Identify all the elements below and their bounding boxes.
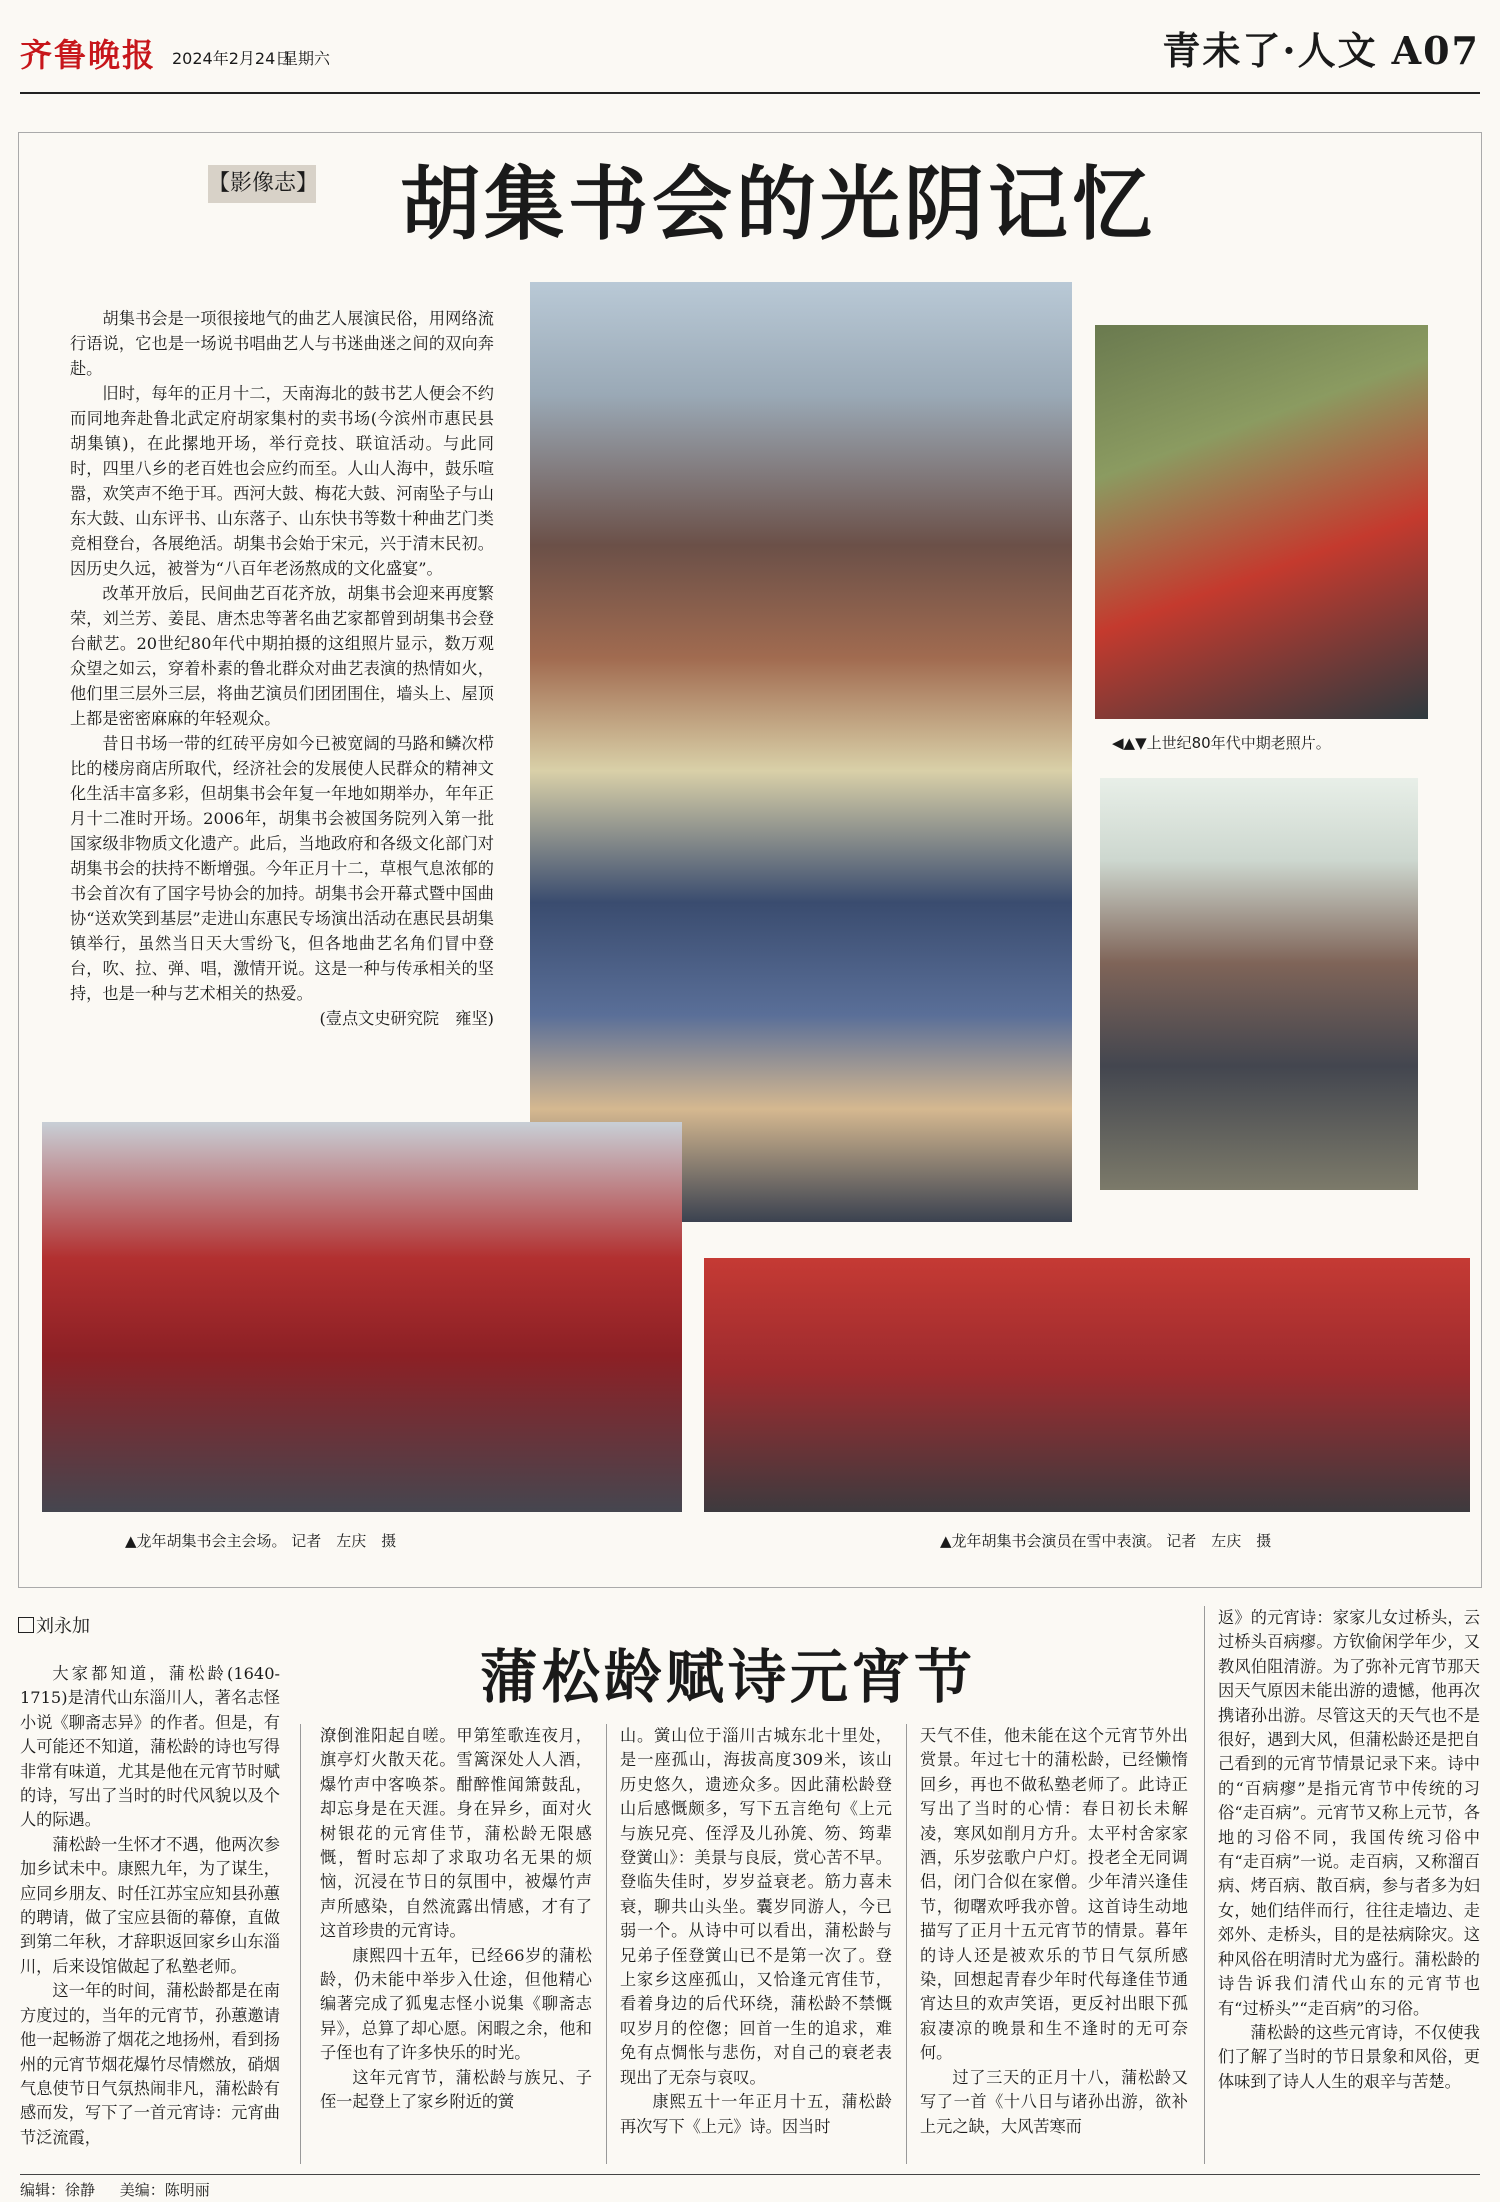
feature-paragraph: 胡集书会是一项很接地气的曲艺人展演民俗，用网络流行语说，它也是一场说书唱曲艺人与书迷曲迷之间的双向奔赴。: [70, 309, 494, 378]
newspaper-logo: 齐鲁晚报: [20, 36, 157, 74]
article-paragraph: 蒲松龄的这些元宵诗，不仅使我们了解了当时的节日景象和风俗，更体味到了诗人人生的艰辛与苦楚。: [1218, 2022, 1480, 2091]
photo-main-stage-aerial: [42, 1122, 682, 1512]
article-paragraph: 过了三天的正月十八，蒲松龄又写了一首《十八日与诸孙出游，欲补上元之缺，大风苦寒而: [920, 2067, 1188, 2136]
caption-main-stage: ▲龙年胡集书会主会场。 记者 左庆 摄: [125, 1532, 397, 1550]
article-paragraph: 康熙五十一年正月十五，蒲松龄再次写下《上元》诗。因当时: [620, 2092, 892, 2136]
article-column-4: [920, 1606, 1188, 2139]
column-divider: [300, 1724, 301, 2164]
article-paragraph: 蒲松龄一生怀才不遇，他两次参加乡试未中。康熙九年，为了谋生，应同乡朋友、时任江苏宝应知县孙蕙的聘请，做了宝应县衙的幕僚，直做到第二年秋，才辞职返回家乡山东淄川，后来设馆做起了私塾老师。: [20, 1834, 280, 1976]
feature-paragraph: 昔日书场一带的红砖平房如今已被宽阔的马路和鳞次栉比的楼房商店所取代，经济社会的发展使人民群众的精神文化生活丰富多彩，但胡集书会年复一年地如期举办，年年正月十二准时开场。2006年，胡集书会被国务院列入第一批国家级非物质文化遗产。此后，当地政府和各级文化部门对胡集书会的扶持不断增强。今年正月十二，草根气息浓郁的书会首次有了国字号协会的加持。胡集书会开幕式暨中国曲协“送欢笑到基层”走进山东惠民专场演出活动在惠民县胡集镇举行，虽然当日天大雪纷飞，但各地曲艺名角们冒中登台，吹、拉、弹、唱，激情开说。这是一种与传承相关的坚持，也是一种与艺术相关的热爱。: [70, 734, 494, 1003]
article-paragraph: 山。黉山位于淄川古城东北十里处，是一座孤山，海拔高度309米，该山历史悠久，遗迹众多。因此蒲松龄登山后感慨颇多，写下五言绝句《上元与族兄亮、侄浮及儿孙箎、笏、筠辈登黉山》：美景与良辰，赏心苦不早。登临失佳时，岁岁益衰老。筋力喜未衰，聊共山头坐。囊岁同游人，今已弱一个。从诗中可以看出，蒲松龄与兄弟子侄登黉山已不是第一次了。登上家乡这座孤山，又恰逢元宵佳节，看着身边的后代环绕，蒲松龄不禁慨叹岁月的倥偬；回首一生的追求，难免有点惆怅与悲伤，对自己的衰老表现出了无奈与哀叹。: [620, 1726, 892, 2087]
article-paragraph: 这年元宵节，蒲松龄与族兄、子侄一起登上了家乡附近的黉: [320, 2067, 592, 2112]
issue-date: 2024年2月24日: [172, 49, 292, 68]
photo-snow-performance: [704, 1258, 1470, 1512]
feature-paragraph: 改革开放后，民间曲艺百花齐放，胡集书会迎来再度繁荣，刘兰芳、姜昆、唐杰忠等著名曲艺家都曾到胡集书会登台献艺。20世纪80年代中期拍摄的这组照片显示，数万观众望之如云，穿着朴素的鲁北群众对曲艺表演的热情如火，他们里三层外三层，将曲艺演员们团团围住，墙头上、屋顶上都是密密麻麻的年轻观众。: [70, 584, 494, 728]
article-column-3: [620, 1724, 892, 2139]
feature-paragraph: 旧时，每年的正月十二，天南海北的鼓书艺人便会不约而同地奔赴鲁北武定府胡家集村的卖书场(今滨州市惠民县胡集镇)，在此摞地开场，举行竞技、联谊活动。与此同时，四里八乡的老百姓也会应约而至。人山人海中，鼓乐喧嚣，欢笑声不绝于耳。西河大鼓、梅花大鼓、河南坠子与山东大鼓、山东评书、山东落子、山东快书等数十种曲艺门类竞相登台，各展绝活。胡集书会始于宋元，兴于清末民初。因历史久远，被誉为“八百年老汤熬成的文化盛宴”。: [70, 384, 494, 578]
column-divider: [906, 1724, 907, 2164]
photo-female-performer-red-hat: [1095, 325, 1428, 719]
caption-snow-performance: ▲龙年胡集书会演员在雪中表演。 记者 左庆 摄: [940, 1532, 1272, 1550]
article-paragraph: 天气不佳，他未能在这个元宵节外出赏景。年过七十的蒲松龄，已经懒惰回乡，再也不做私塾老师了。此诗正写出了当时的心情：春日初长未解凌，寒风如削月方升。太平村舍家家酒，乐岁弦歌户户灯。投老全无同调侣，闭门合似在家僧。少年清兴逢佳节，彻曙欢呼我亦曾。这首诗生动地描写了正月十五元宵节的情景。暮年的诗人还是被欢乐的节日气氛所感染，回想起青春少年时代每逢佳节通宵达旦的欢声笑语，更反衬出眼下孤寂凄凉的晚景和生不逢时的无可奈何。: [920, 1726, 1188, 2063]
article-headline: 蒲松龄赋诗元宵节: [480, 1643, 977, 1711]
column-divider: [1204, 1606, 1205, 2164]
page-footer: [20, 2174, 1480, 2200]
author-name: 刘永加: [36, 1616, 90, 1637]
feature-headline: 胡集书会的光阴记忆: [400, 157, 1156, 251]
page-number: A07: [1391, 28, 1480, 73]
article-paragraph: 这一年的时间，蒲松龄都是在南方度过的，当年的元宵节，孙蕙邀请他一起畅游了烟花之地扬州，看到扬州的元宵节烟花爆竹尽情燃放，硝烟气息使节日气氛热闹非凡，蒲松龄有感而发，写下了一首元宵诗：元宵曲节泛流霞，: [20, 1981, 280, 2147]
column-divider: [606, 1724, 607, 2164]
article-column-5: [1218, 1606, 1480, 2094]
section-name: 青未了·人文: [1162, 28, 1378, 73]
feature-body: [70, 306, 494, 1031]
column-tag: 【影像志】: [208, 165, 316, 203]
article-paragraph: 返》的元宵诗：家家儿女过桥头，云过桥头百病瘳。方钦偷闲学年少，又教风伯阻清游。为了弥补元宵节那天因天气原因未能出游的遗憾，他再次携诸孙出游。尽管这天的天气也不是很好，遇到大风，但蒲松龄还是把自己看到的元宵节情景记录下来。诗中的“百病瘳”是指元宵节中传统的习俗“走百病”。元宵节又称上元节，各地的习俗不同，我国传统习俗中有“走百病”一说。走百病，又称溜百病、烤百病、散百病，参与者多为妇女，她们结伴而行，往往走墙边、走郊外、走桥头，目的是祛病除灾。这种风俗在明清时尤为盛行。蒲松龄的诗告诉我们清代山东的元宵节也有“过桥头”“走百病”的习俗。: [1218, 1608, 1480, 2018]
article-paragraph: 康熙四十五年，已经66岁的蒲松龄，仍未能中举步入仕途，但他精心编著完成了狐鬼志怪小说集《聊斋志异》，总算了却心愿。闲暇之余，他和子侄也有了许多快乐的时光。: [320, 1945, 592, 2063]
article-column-2: [320, 1724, 592, 2115]
article-paragraph: 大家都知道，蒲松龄(1640-1715)是清代山东淄川人，著名志怪小说《聊斋志异》的作者。但是，有人可能还不知道，蒲松龄的诗也写得非常有味道，尤其是他在元宵节时赋的诗，写出了当时的时代风貌以及个人的际遇。: [20, 1664, 280, 1830]
section-header: [1162, 20, 1480, 75]
article-paragraph: 潦倒淮阳起自嗟。甲第笙歌连夜月，旗亭灯火散天花。雪篱深处人人酒，爆竹声中客唤茶。酣醉惟闻箫鼓乱，却忘身是在天涯。身在异乡，面对火树银花的元宵佳节，蒲松龄无限感慨，暂时忘却了求取功名无果的烦恼，沉浸在节日的氛围中，被爆竹声声所感染，自然流露出情感，才有了这首珍贵的元宵诗。: [320, 1726, 592, 1941]
caption-old-photos: ◀▲▼上世纪80年代中期老照片。: [1112, 734, 1331, 752]
issue-weekday: 星期六: [282, 49, 331, 68]
footer-editor: 编辑：徐静: [20, 2181, 96, 2199]
photo-male-musician: [1100, 778, 1418, 1190]
photo-crowd-around-performer: [530, 282, 1072, 1222]
article-column-1: [20, 1662, 280, 2150]
footer-designer: 美编：陈明丽: [119, 2181, 210, 2199]
feature-byline: (壹点文史研究院 雍坚): [319, 1009, 494, 1028]
article-author: [18, 1612, 90, 1638]
author-box-icon: [18, 1617, 34, 1633]
masthead: [20, 10, 1480, 94]
